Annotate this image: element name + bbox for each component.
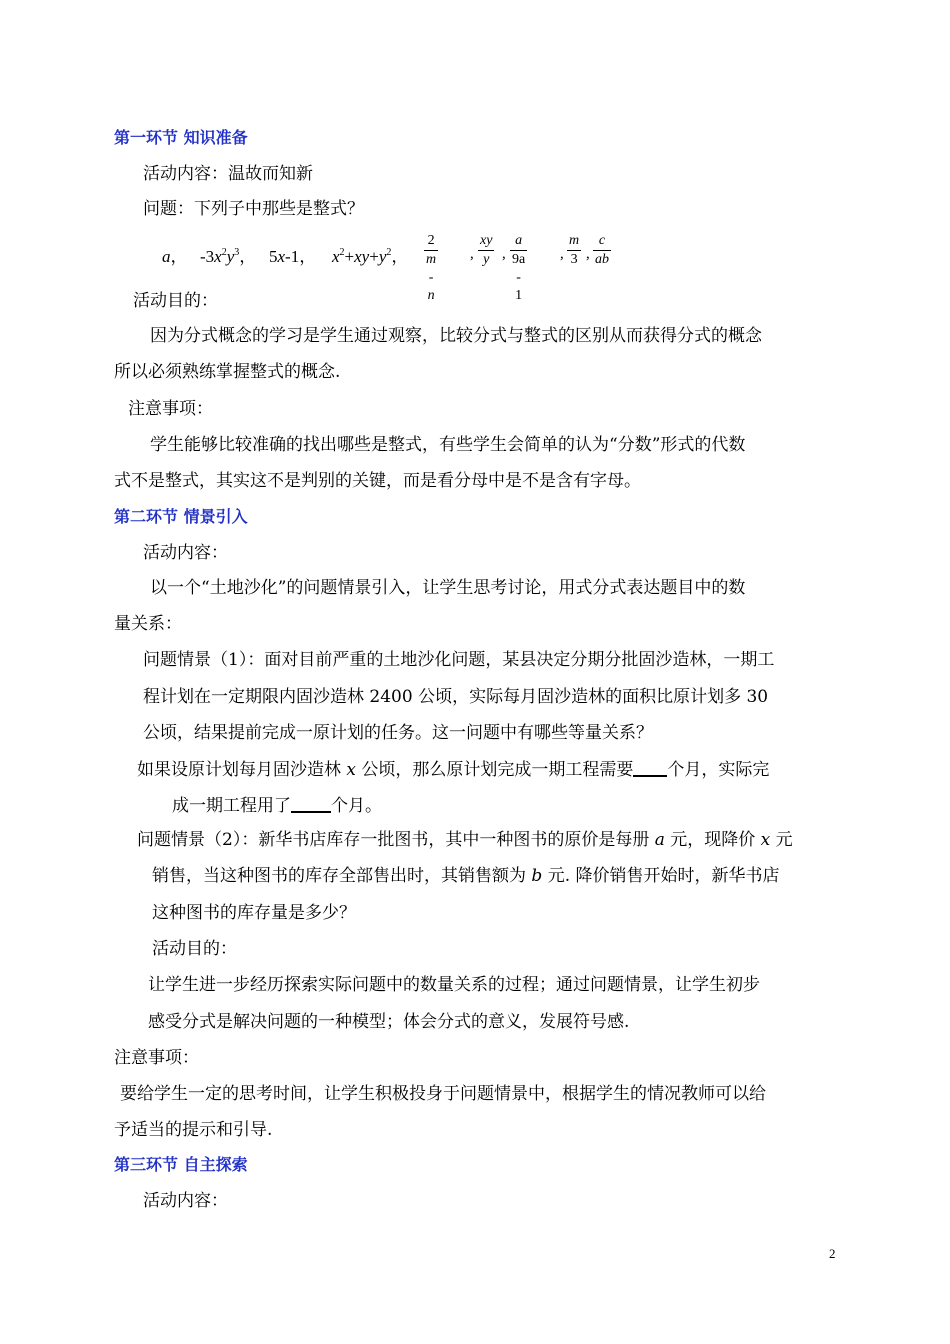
activity-content-1: 活动内容：温故而知新: [143, 164, 313, 184]
note-text-2-line1: 要给学生一定的思考时间，让学生积极投身于问题情景中，根据学生的情况教师可以给: [120, 1084, 766, 1104]
fraction-5: $\frac{c}{ab}$: [595, 233, 609, 267]
fraction-4: $\frac{m}{3}$: [569, 233, 580, 267]
comma: ,: [560, 246, 564, 262]
note-text-2-line2: 予适当的提示和引导.: [114, 1120, 273, 1140]
activity-content-3: 活动内容：: [143, 1191, 228, 1211]
fraction-2: $\frac{xy}{y}$: [480, 233, 493, 267]
goal-label-1: 活动目的：: [133, 291, 218, 311]
section-heading-2: 第二环节 情景引入: [114, 507, 248, 526]
fraction-1: $\frac{2}{m - n}$: [426, 233, 437, 303]
note-text-1-line2: 式不是整式，其实这不是判别的关键，而是看分母中是不是含有字母。: [114, 471, 641, 491]
goal-text-2-line1: 让学生进一步经历探索实际问题中的数量关系的过程；通过问题情景，让学生初步: [148, 975, 760, 995]
expr-polynomial: $x^2+xy+y^2$，: [332, 247, 409, 266]
intro-text-line1: 以一个“土地沙化”的问题情景引入，让学生思考讨论，用式分式表达题目中的数: [150, 578, 746, 598]
answer-blank-2[interactable]: [291, 793, 331, 813]
answer-blank-1[interactable]: [633, 757, 667, 777]
question-1: 问题：下列子中那些是整式？: [143, 199, 364, 219]
activity-content-2: 活动内容：: [143, 543, 228, 563]
scenario2-line1: 问题情景（2）：新华书店库存一批图书，其中一种图书的原价是每册 a 元，现降价 x 元: [137, 830, 793, 850]
page-number: 2: [829, 1246, 836, 1261]
section-heading-3: 第三环节 自主探索: [114, 1155, 248, 1174]
goal-label-2: 活动目的：: [152, 939, 237, 959]
expr-a: a，: [162, 247, 188, 266]
expr-monomial: $-3x^2y^3$，: [200, 247, 257, 266]
goal-text-2-line2: 感受分式是解决问题的一种模型；体会分式的意义，发展符号感.: [148, 1012, 630, 1032]
note-text-1-line1: 学生能够比较准确的找出哪些是整式，有些学生会简单的认为“分数”形式的代数: [150, 435, 746, 455]
scenario1-line2: 程计划在一定期限内固沙造林 2400 公顷，实际每月固沙造林的面积比原计划多 30: [143, 687, 769, 707]
scenario2-line3: 这种图书的库存量是多少？: [152, 903, 356, 923]
scenario1-question: 如果设原计划每月固沙造林 x 公顷，那么原计划完成一期工程需要 个月，实际完: [137, 757, 769, 782]
scenario1-question-cont: 成一期工程用了 个月。: [172, 793, 382, 818]
scenario2-line2: 销售，当这种图书的库存全部售出时，其销售额为 b 元. 降价销售开始时，新华书店: [152, 866, 780, 886]
goal-text-1-line2: 所以必须熟练掌握整式的概念.: [114, 362, 341, 382]
section-heading-1: 第一环节 知识准备: [114, 128, 248, 147]
comma: ,: [586, 246, 590, 262]
note-label-2: 注意事项：: [114, 1048, 199, 1068]
scenario1-line1: 问题情景（1）：面对目前严重的土地沙化问题，某县决定分期分批固沙造林，一期工: [143, 650, 775, 670]
note-label-1: 注意事项：: [128, 399, 213, 419]
intro-text-line2: 量关系：: [114, 614, 182, 634]
comma: ,: [470, 246, 474, 262]
comma: ,: [502, 246, 506, 262]
expr-linear: 5x-1，: [269, 247, 317, 266]
scenario1-line3: 公顷，结果提前完成一原计划的任务。这一问题中有哪些等量关系？: [143, 723, 653, 743]
goal-text-1-line1: 因为分式概念的学习是学生通过观察，比较分式与整式的区别从而获得分式的概念: [150, 326, 762, 346]
fraction-3: $\frac{a}{9a - 1}$: [512, 233, 526, 303]
